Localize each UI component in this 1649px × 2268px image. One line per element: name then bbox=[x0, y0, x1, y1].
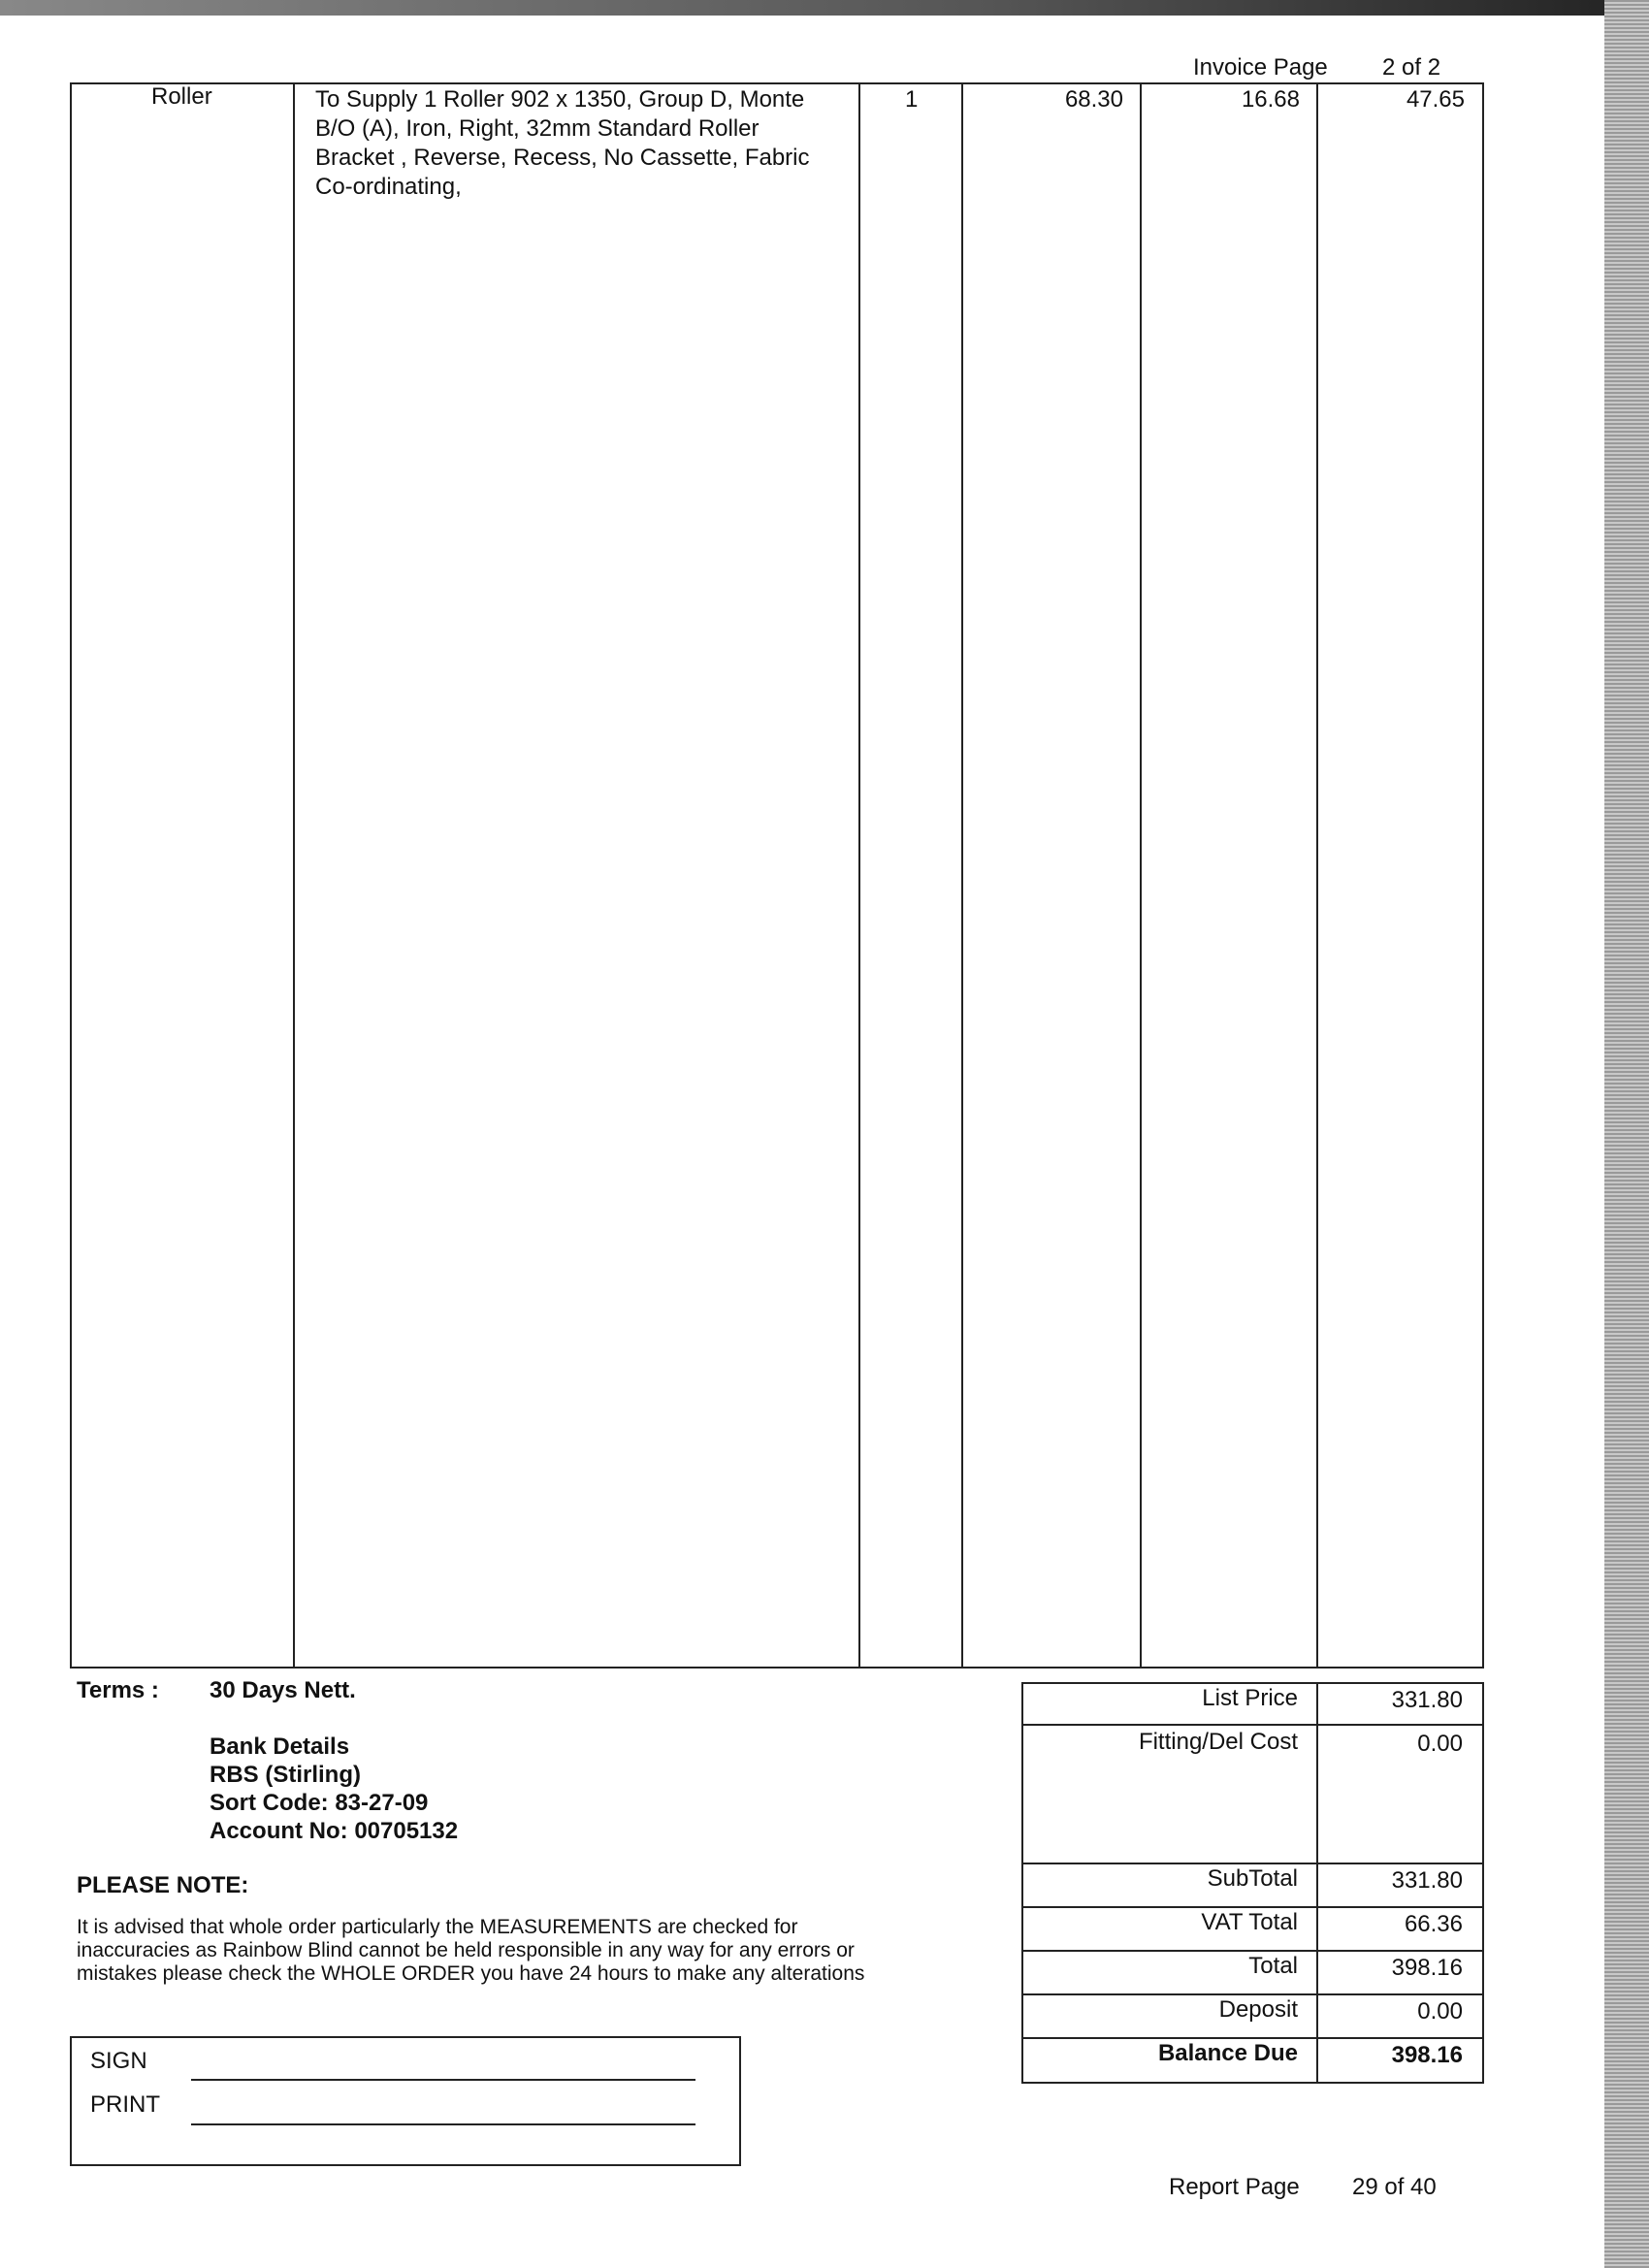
fitting-label: Fitting/Del Cost bbox=[1138, 1729, 1298, 1755]
note-line: inaccuracies as Rainbow Blind cannot be held responsible in any way for any errors or bbox=[77, 1939, 855, 1961]
line-items-table bbox=[70, 82, 1484, 1669]
column-divider bbox=[1140, 82, 1142, 1669]
balance-due-label: Balance Due bbox=[1157, 2040, 1298, 2066]
item-description-line: Co-ordinating, bbox=[315, 174, 462, 200]
bank-name: RBS (Stirling) bbox=[210, 1762, 361, 1788]
invoice-page-label: Invoice Page bbox=[1193, 54, 1328, 81]
item-description-line: B/O (A), Iron, Right, 32mm Standard Roller bbox=[315, 115, 760, 142]
total-label: Total bbox=[1248, 1953, 1298, 1979]
balance-due-value: 398.16 bbox=[1391, 2042, 1463, 2068]
account-number: Account No: 00705132 bbox=[210, 1818, 459, 1844]
list-price-label: List Price bbox=[1202, 1685, 1298, 1711]
item-description-line: To Supply 1 Roller 902 x 1350, Group D, Monte bbox=[315, 86, 805, 113]
terms-value: 30 Days Nett. bbox=[210, 1677, 356, 1703]
list-price-value: 331.80 bbox=[1391, 1687, 1463, 1713]
total-value: 398.16 bbox=[1391, 1955, 1463, 1981]
vat-label: VAT Total bbox=[1201, 1909, 1298, 1935]
signature-box bbox=[70, 2036, 741, 2166]
item-discount: 16.68 bbox=[1241, 86, 1300, 113]
column-divider bbox=[961, 82, 963, 1669]
scan-edge-right bbox=[1604, 0, 1649, 2268]
column-divider bbox=[858, 82, 860, 1669]
item-price: 68.30 bbox=[1064, 86, 1123, 113]
invoice-page-value: 2 of 2 bbox=[1382, 54, 1441, 81]
deposit-label: Deposit bbox=[1218, 1996, 1298, 2023]
vat-value: 66.36 bbox=[1404, 1911, 1463, 1937]
item-total: 47.65 bbox=[1406, 86, 1465, 113]
note-line: mistakes please check the WHOLE ORDER you have 24 hours to make any alterations bbox=[77, 1962, 865, 1985]
column-divider bbox=[1316, 82, 1318, 1669]
item-description-line: Bracket , Reverse, Recess, No Cassette, Fabric bbox=[315, 145, 810, 171]
summary-divider bbox=[1316, 1682, 1318, 2084]
scan-edge-top bbox=[0, 0, 1649, 16]
column-divider bbox=[293, 82, 295, 1669]
report-page-label: Report Page bbox=[1169, 2174, 1300, 2200]
print-line[interactable] bbox=[191, 2123, 695, 2125]
item-type: Roller bbox=[151, 83, 212, 110]
terms-label: Terms : bbox=[77, 1677, 159, 1703]
note-line: It is advised that whole order particularly the MEASUREMENTS are checked for bbox=[77, 1916, 798, 1938]
subtotal-value: 331.80 bbox=[1391, 1867, 1463, 1894]
deposit-value: 0.00 bbox=[1417, 1998, 1463, 2025]
item-qty: 1 bbox=[905, 86, 919, 113]
report-page-value: 29 of 40 bbox=[1352, 2174, 1437, 2200]
fitting-value: 0.00 bbox=[1417, 1731, 1463, 1757]
bank-details-title: Bank Details bbox=[210, 1733, 350, 1760]
please-note-title: PLEASE NOTE: bbox=[77, 1872, 249, 1898]
sort-code: Sort Code: 83-27-09 bbox=[210, 1790, 429, 1816]
subtotal-label: SubTotal bbox=[1207, 1865, 1298, 1892]
print-label: PRINT bbox=[90, 2091, 160, 2118]
summary-row-divider bbox=[1021, 1724, 1484, 1726]
sign-line[interactable] bbox=[191, 2079, 695, 2081]
sign-label: SIGN bbox=[90, 2048, 147, 2074]
